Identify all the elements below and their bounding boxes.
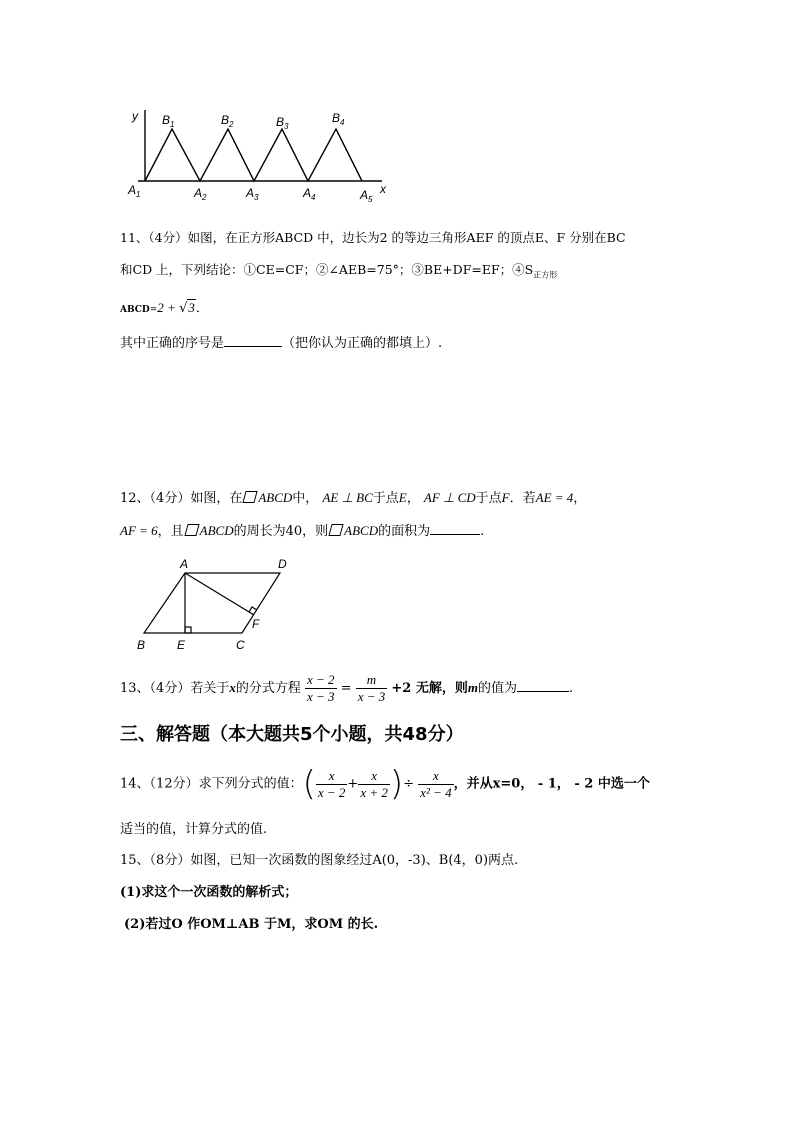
q13-line [120, 670, 573, 706]
label-E: E [177, 638, 186, 652]
parallelogram-abcd [144, 573, 280, 633]
q14-plus: + [347, 776, 359, 792]
q13-m: m [467, 680, 478, 695]
q12-line2 [120, 520, 484, 542]
right-angle-e [185, 627, 191, 633]
q14-line2: 适当的值，计算分式的值. [120, 822, 268, 837]
q14-div: ÷ [403, 776, 415, 792]
label-C: C [236, 638, 245, 652]
q12-text-c: 中， [292, 491, 319, 506]
q12-abcd-1: ABCD [258, 490, 293, 505]
q11-conclusions: 和CD 上，下列结论：①CE=CF；②∠AEB=75°；③BE+DF=EF；④S [120, 262, 534, 277]
q12-comma-1: ， [406, 491, 420, 506]
q14-line1 [120, 762, 650, 806]
label-A5: $A_5$ [360, 188, 373, 204]
q14-fraction-2: $\frac{x}{x + 2}$ [360, 767, 388, 800]
q13-period: . [569, 681, 574, 696]
q12-comma-2: ， [573, 491, 587, 506]
q13-text-d: 的值为 [478, 681, 518, 696]
label-D: D [278, 557, 287, 571]
q15-line1: 15、（8分）如图，已知一次函数的图象经过A(0，-3)、B(4，0)两点. [120, 853, 519, 868]
q12-point-e: E [398, 490, 407, 505]
x-axis-label: x [380, 182, 386, 196]
right-paren: ) [389, 764, 404, 804]
q11-line4 [120, 332, 442, 354]
q12-text-k: ．若 [509, 491, 536, 506]
label-A: A [180, 557, 189, 571]
segment-af [185, 573, 254, 615]
q13-fraction-2: $\frac{m}{x - 3}$ [357, 672, 386, 704]
left-paren: ( [302, 764, 316, 804]
q12-abcd-2: ABCD [199, 523, 234, 538]
q12-line1 [120, 488, 586, 509]
q12-area-prompt: 的面积为 [378, 524, 431, 539]
parallelogram-figure [130, 555, 300, 655]
q11-hint: （把你认为正确的都填上）. [282, 336, 443, 351]
q12-perimeter: 的周长为40，则 [233, 524, 329, 539]
q11-line2 [120, 260, 557, 286]
q14-fraction-1: $\frac{x}{x - 2}$ [317, 767, 346, 800]
q12-ae-value: AE = 4 [535, 490, 574, 505]
q11-answer-blank[interactable] [224, 332, 282, 347]
label-A4: $A_4$ [303, 186, 316, 202]
q15-line3: (2)若过O 作OM⊥AB 于M，求OM 的长. [124, 917, 379, 932]
label-F: F [252, 617, 260, 631]
parallelogram-icon [243, 491, 258, 503]
q13-text-a: 13、（4分）若关于 [120, 681, 230, 696]
q11-eq: = [149, 305, 158, 315]
q12-af-value: AF = 6 [120, 523, 158, 538]
q13-answer-blank[interactable] [517, 677, 569, 692]
q11-sub-square: 正方形 [533, 270, 558, 280]
q11-period: ． [195, 301, 209, 316]
y-axis-label: y [132, 109, 138, 123]
q12-text-i: 于点 [475, 491, 502, 506]
q12-point-f: F [501, 490, 510, 505]
q15-line2: (1)求这个一次函数的解析式； [120, 885, 298, 900]
label-A3: $A_3$ [246, 186, 259, 202]
section-3-title: 三、解答题（本大题共5个小题，共48分） [120, 724, 464, 745]
q11-expr: 2 + [157, 300, 180, 315]
label-B: B [137, 638, 146, 652]
q12-answer-blank[interactable] [430, 520, 480, 535]
q14-fraction-3: $\frac{x}{\text{x² − 4}}$ [420, 767, 452, 800]
zigzag-line [145, 129, 362, 181]
q12-af-cd: AF ⊥ CD [423, 490, 476, 505]
label-A2: $A_2$ [194, 186, 207, 202]
q11-line3 [120, 298, 209, 320]
q11-line1: 11、（4分）如图，在正方形ABCD 中，边长为2 的等边三角形AEF 的顶点E、F 分别在BC [120, 230, 626, 245]
q11-abcd: ABCD [120, 305, 150, 315]
label-B2: $B_2$ [221, 113, 234, 129]
q12-text-a: 12、（4分）如图，在 [120, 491, 243, 506]
parallelogram-icon [329, 524, 344, 536]
q12-ae-bc: AE ⊥ BC [322, 490, 373, 505]
q11-sqrt: √3 [179, 300, 195, 316]
q13-text-b: 的分式方程 [235, 681, 301, 696]
q12-text-b2: ，且 [157, 524, 184, 539]
label-B1: $B_1$ [162, 113, 175, 129]
label-B4: $B_4$ [332, 111, 345, 127]
q13-text-c: +2 无解，则 [391, 681, 468, 696]
label-B3: $B_3$ [276, 115, 289, 131]
q14-text-b: ，并从x=0， - 1， - 2 中选一个 [453, 776, 650, 792]
q14-text-a: 14、（12分）求下列分式的值： [120, 776, 303, 792]
q12-text-e: 于点 [372, 491, 399, 506]
q12-period: . [480, 524, 485, 539]
q11-prompt: 其中正确的序号是 [120, 336, 225, 351]
parallelogram-icon [184, 524, 199, 536]
zigzag-figure [120, 105, 400, 205]
q13-x: x [229, 680, 236, 695]
label-A1: $A_1$ [128, 183, 141, 199]
q13-eq: = [340, 681, 352, 696]
q13-fraction-1: $\frac{x - 2}{x - 3}$ [306, 672, 335, 704]
q12-abcd-3: ABCD [344, 523, 379, 538]
